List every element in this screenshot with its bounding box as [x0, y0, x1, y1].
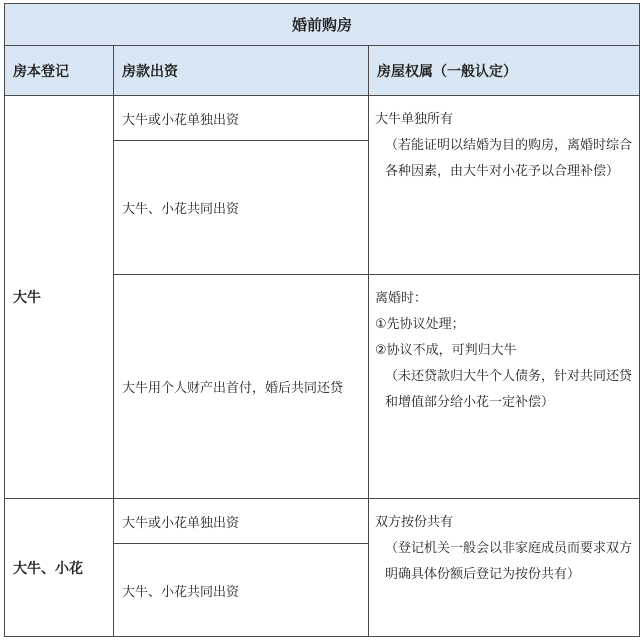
ownership-cell-divorce	[369, 275, 640, 499]
funding-cell: 大牛或小花单独出资	[114, 499, 369, 544]
ownership-main: 离婚时：	[375, 291, 428, 306]
owner-cell-daniu: 大牛	[5, 96, 114, 499]
ownership-note: （未还贷款归大牛个人债务，针对共同还贷和增值部分给小花一定补偿）	[385, 369, 633, 410]
table-title: 婚前购房	[5, 4, 640, 46]
funding-cell: 大牛、小花共同出资	[114, 544, 369, 637]
header-ownership: 房屋权属（一般认定）	[369, 46, 640, 96]
ownership-item-1: ①先协议处理；	[375, 317, 465, 332]
ownership-main: 双方按份共有	[375, 515, 454, 530]
ownership-main: 大牛单独所有	[375, 112, 454, 127]
ownership-note: （登记机关一般会以非家庭成员而要求双方明确具体份额后登记为按份共有）	[385, 541, 633, 582]
funding-cell: 大牛用个人财产出首付，婚后共同还贷	[114, 275, 369, 499]
ownership-note: （若能证明以结婚为目的购房，离婚时综合各种因素，由大牛对小花予以合理补偿）	[385, 138, 633, 179]
premarital-housing-table	[4, 3, 640, 637]
header-registration: 房本登记	[5, 46, 114, 96]
funding-cell: 大牛、小花共同出资	[114, 141, 369, 275]
ownership-cell-sole	[369, 96, 640, 275]
funding-cell: 大牛或小花单独出资	[114, 96, 369, 141]
header-funding: 房款出资	[114, 46, 369, 96]
ownership-cell-joint	[369, 499, 640, 637]
owner-cell-joint: 大牛、小花	[5, 499, 114, 637]
ownership-item-2: ②协议不成，可判归大牛	[375, 343, 517, 358]
